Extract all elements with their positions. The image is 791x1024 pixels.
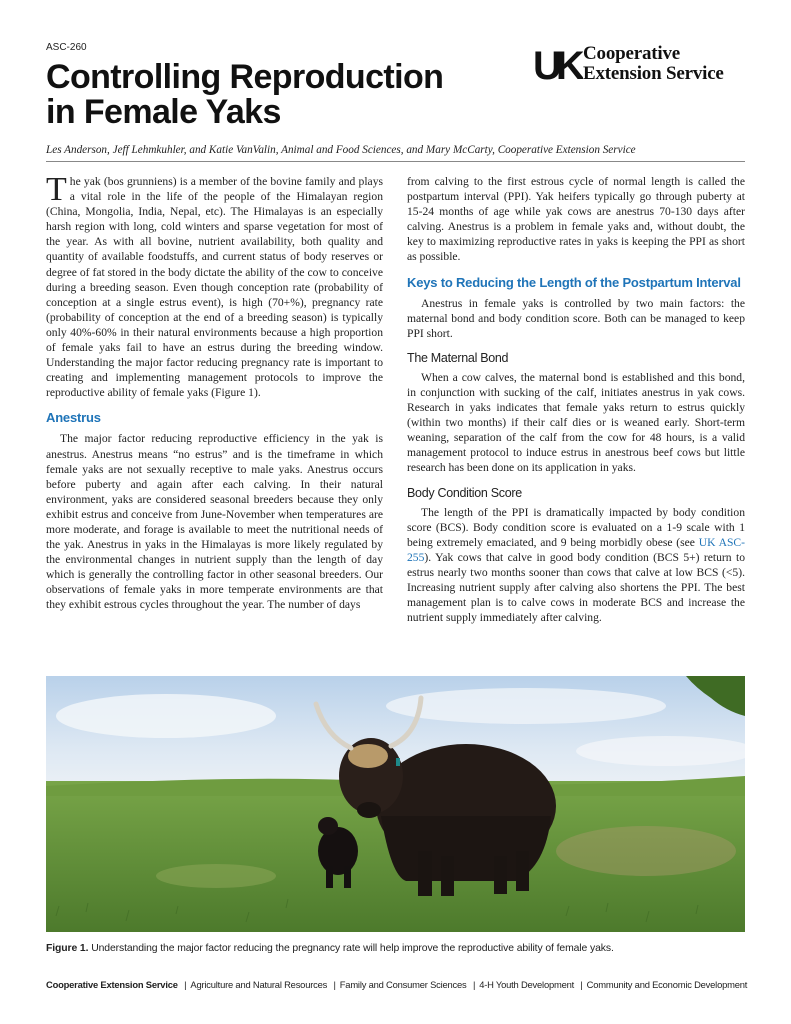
uk-asc-255-link[interactable]: UK ASC- 255 — [407, 535, 745, 564]
extension-service-logo — [533, 44, 748, 86]
bcs-text-2: ). Yak cows that calve in good body condition (BCS 5+) return to estrus nearly two months sooner than cows that calve at low BCS (<5). Increasing nutrient supply after calving also shortens the PPI. The best management plan is to calve cows in moderate BCS and increase the nutrient supply immediately after calving. — [407, 550, 745, 625]
footer-item: 4-H Youth Development — [479, 979, 575, 990]
anestrus-paragraph: The major factor reducing reproductive efficiency in the yak is anestrus. Anestrus means “no estrus” and is the timeframe in which female yaks are not sexually receptive to male yaks. Anestrus occurs before puberty and again after each calving. In their natural environment, yaks are considered seasonal breeders because they only exhibit estrus and conceive from June-November when temperatures are more moderate, and forage is available to meet the nutritional needs of the yak. Anestrus in yaks in the Himalayas is more likely regulated by the environmental changes in nutrient supply than the length of day which is generally the controlling factor in other seasonal breeders. Our observations of female yaks in more temperate environments are that they exhibit estrous cycles throughout the year. The number of days — [46, 432, 383, 612]
right-column — [407, 174, 745, 625]
footer-lead: Cooperative Extension Service — [46, 979, 178, 990]
title-line-2: in Female Yaks — [46, 93, 281, 131]
anestrus-heading: Anestrus — [46, 410, 101, 426]
logo-line-2: Extension Service — [583, 63, 724, 84]
footer-separator: | — [580, 979, 583, 990]
maternal-bond-heading: The Maternal Bond — [407, 350, 509, 365]
left-column — [46, 171, 383, 613]
footer-separator: | — [184, 979, 187, 990]
body-condition-paragraph — [407, 505, 745, 626]
footer-item: Agriculture and Natural Resources — [190, 979, 328, 990]
bcs-text-1: The length of the PPI is dramatically impacted by body condition score (BCS). Body condition score is evaluated on a 1-9 scale with 1 being extremely emaciated, and 9 being morbidly obese (see — [407, 505, 745, 549]
footer-separator: | — [472, 979, 476, 990]
uk-logo-mark-text: UK — [533, 44, 579, 84]
header-divider — [46, 161, 745, 162]
keys-paragraph: Anestrus in female yaks is controlled by two main factors: the maternal bond and body condition score. Both can be managed to keep PPI short. — [407, 296, 745, 340]
footer-item: Family and Consumer Sciences — [339, 979, 467, 990]
continued-paragraph: from calving to the first estrous cycle of normal length is called the postpartum interval (PPI). Yak heifers typically go through puberty at 15-24 months of age while yak cows are anestrus 70-130 days after calving. Anestrus is a problem in female yaks and, without doubt, the key to maximizing reproductive rates in yaks is keeping the PPI as short as possible. — [407, 175, 745, 264]
title-line-1: Controlling Reproduction — [46, 58, 444, 96]
cloud — [386, 688, 666, 724]
body-condition-heading: Body Condition Score — [407, 485, 522, 500]
page-title — [46, 60, 516, 130]
footer-separator: | — [333, 979, 336, 990]
intro-text: he yak (bos grunniens) is a member of the bovine family and plays a vital role in the life of the people of the Himalayan region (China, Mongolia, India, Nepal, etc). The Himalayas is an especially harsh region with long, cold winters and sparse vegetation for most of the year. As with all bovine, nutrient availability, both quality and quantity of available foodstuffs, and current status of body reserves or degree of fat stored in the body dictate the ability of the cow to conceive during a breeding season. Even though conception rate (probability of conception at a single estrus event), is high (70+%), pregnancy rate (probability of conception at the end of a breeding season) is typically only 40%-60% in their natural environments because a high proportion of female yaks fail to have an estrus during the breeding window. Understanding the major factor reducing pregnancy rate is important to creating and implementing management protocols to improve the reproductive ability of female yaks (Figure 1). — [46, 175, 383, 400]
drop-cap: T — [46, 171, 67, 208]
bare-patch — [556, 826, 736, 876]
yak-photo-illustration — [46, 676, 745, 932]
bare-patch — [156, 864, 276, 888]
figure-caption — [46, 943, 746, 954]
logo-line-1: Cooperative — [583, 43, 680, 64]
cloud — [56, 694, 276, 738]
footer-item: Community and Economic Development — [586, 979, 748, 990]
yak-photo — [46, 676, 745, 932]
intro-paragraph — [46, 171, 383, 400]
keys-heading: Keys to Reducing the Length of the Postpartum Interval — [407, 274, 741, 290]
uk-logo-mark — [533, 44, 583, 84]
publication-number: ASC-260 — [46, 42, 87, 53]
footer — [46, 979, 746, 990]
maternal-bond-paragraph: When a cow calves, the maternal bond is established and this bond, in conjunction with sucking of the calf, initiates anestrus in yak cows. Research in yaks indicates that female yaks return to estrus quickly (within two months) if their calf dies or is weaned early. Short-term weaning, separation of the calf from the cow for 48 hours, is a valid management protocol to induce estrus in anestrous beef cows but little research has been done on its application in yaks. — [407, 370, 745, 475]
figure-label: Figure 1. — [46, 943, 89, 954]
authors-line: Les Anderson, Jeff Lehmkuhler, and Katie VanValin, Animal and Food Sciences, and Mary McCarty, Cooperative Extension Service — [46, 144, 636, 156]
figure-caption-text: Understanding the major factor reducing the pregnancy rate will help improve the reproductive ability of female yaks. — [88, 943, 614, 954]
logo-wordmark — [583, 44, 724, 84]
